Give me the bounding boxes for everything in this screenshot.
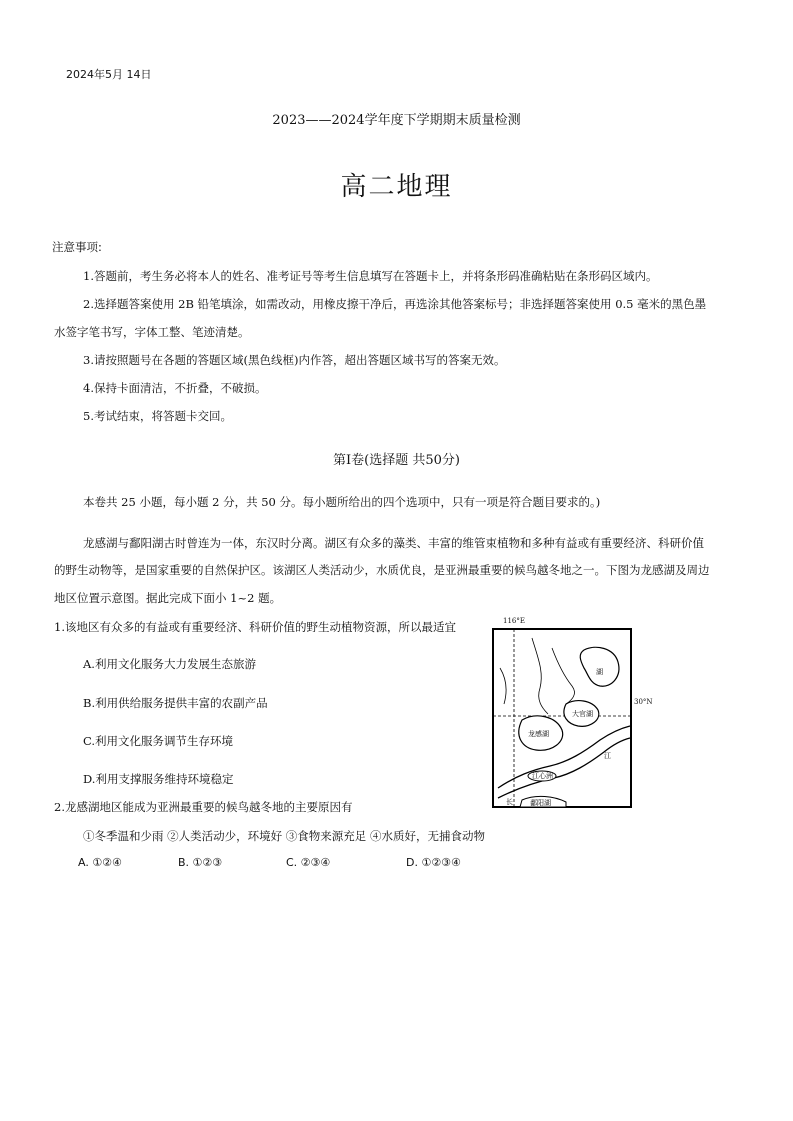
map-latitude-label: 30°N (634, 698, 653, 706)
question-2-choice-a: A. ①②④ (78, 856, 122, 869)
section-intro: 本卷共 25 小题，每小题 2 分，共 50 分。每小题所给出的四个选项中，只有一项是符合题目要求的。) (83, 495, 601, 509)
question-2-choice-b: B. ①②③ (178, 856, 223, 869)
map-label-chang: 长 (506, 798, 513, 806)
section-title: 第Ⅰ卷(选择题 共50分) (333, 453, 460, 468)
passage-line-3: 地区位置示意图。据此完成下面小 1~2 题。 (54, 591, 282, 605)
exam-date: 2024年5月 14日 (66, 68, 152, 81)
question-2-factors: ①冬季温和少雨 ②人类活动少，环境好 ③食物来源充足 ④水质好，无捕食动物 (83, 829, 485, 843)
map-label-poyang: 鄱阳湖 (530, 799, 551, 807)
subject-title: 高二地理 (340, 172, 453, 202)
note-item-4: 4.保持卡面清洁，不折叠，不破损。 (83, 381, 267, 395)
question-1-option-a: A.利用文化服务大力发展生态旅游 (83, 657, 256, 671)
note-item-1: 1.答题前，考生务必将本人的姓名、准考证号等考生信息填写在答题卡上，并将条形码准确粘贴在条形码区域内。 (83, 269, 658, 283)
note-item-3: 3.请按照题号在各题的答题区域(黑色线框)内作答，超出答题区域书写的答案无效。 (83, 353, 506, 367)
question-2-choice-c: C. ②③④ (286, 856, 331, 869)
map-label-jiang: 江 (604, 752, 611, 760)
notes-heading: 注意事项: (52, 240, 102, 254)
question-1-option-c: C.利用文化服务调节生存环境 (83, 734, 234, 748)
note-item-2: 2.选择题答案使用 2B 铅笔填涂，如需改动，用橡皮擦干净后，再选涂其他答案标号；非选择题答案使用 0.5 毫米的黑色墨 (83, 297, 707, 311)
map-longitude-label: 116°E (503, 617, 525, 625)
question-1-option-d: D.利用支撑服务维持环境稳定 (83, 772, 234, 786)
question-2-choice-d: D. ①②③④ (406, 856, 461, 869)
map-label-longgan: 龙感湖 (528, 730, 549, 738)
note-item-2-cont: 水签字笔书写，字体工整、笔迹清楚。 (54, 325, 250, 339)
passage-line-2: 的野生动物等，是国家重要的自然保护区。该湖区人类活动少，水质优良，是亚洲最重要的候鸟越冬地之一。下图为龙感湖及周边 (54, 563, 710, 577)
location-map (492, 628, 632, 808)
question-2-stem: 2.龙感湖地区能成为亚洲最重要的候鸟越冬地的主要原因有 (54, 800, 353, 814)
map-label-daguan: 大官湖 (572, 710, 593, 718)
map-label-hu: 湖 (596, 668, 603, 676)
note-item-5: 5.考试结束，将答题卡交回。 (83, 409, 232, 423)
passage-line-1: 龙感湖与鄱阳湖古时曾连为一体，东汉时分离。湖区有众多的藻类、丰富的维管束植物和多种有益或有重要经济、科研价值 (83, 536, 704, 550)
exam-title: 2023——2024学年度下学期期末质量检测 (272, 113, 521, 128)
question-1-stem: 1.该地区有众多的有益或有重要经济、科研价值的野生动植物资源，所以最适宜 (54, 620, 456, 634)
question-1-option-b: B.利用供给服务提供丰富的农副产品 (83, 696, 268, 710)
map-label-jiangxinzhou: 江心洲 (532, 772, 553, 780)
